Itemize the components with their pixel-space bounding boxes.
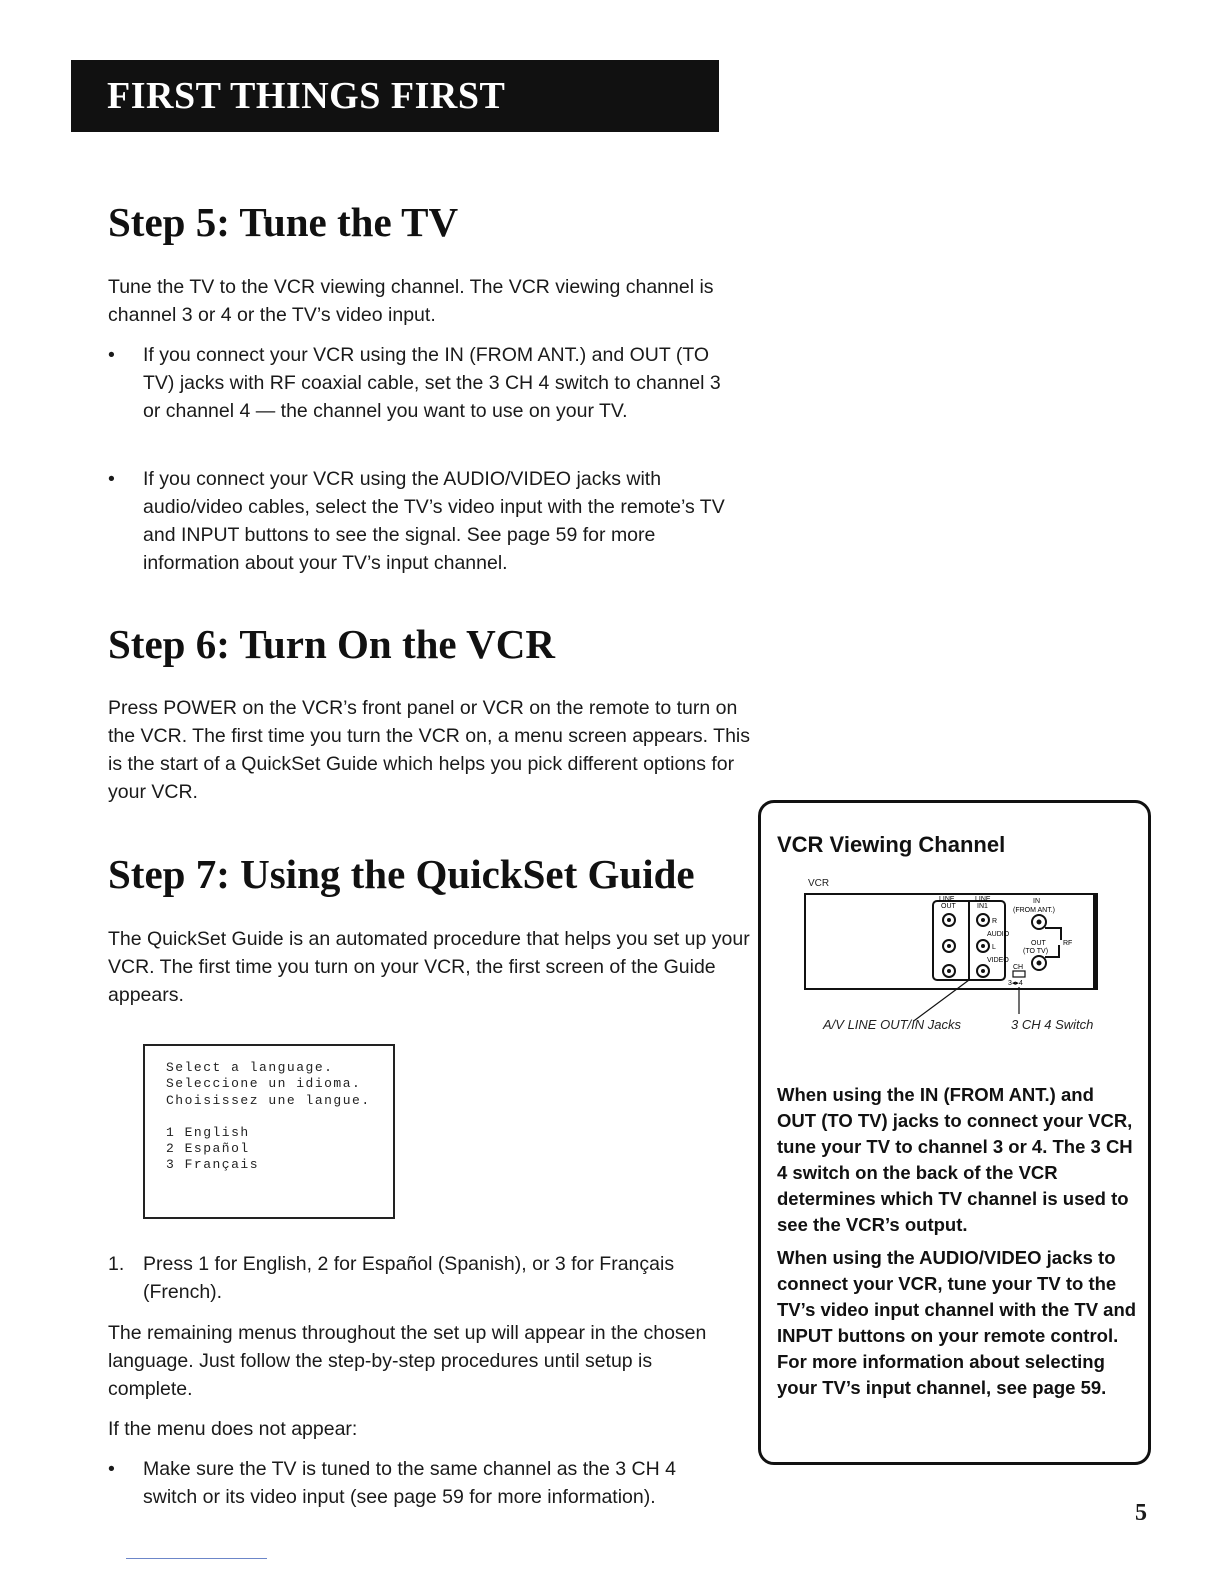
section-header-bar (71, 60, 719, 132)
line-out-label-2: OUT (941, 903, 956, 910)
step7-remaining: The remaining menus throughout the set up will appear in the chosen language. Just follow the step-by-step procedures until setup is complete. (108, 1322, 707, 1400)
step7-numbered-item (108, 1250, 753, 1306)
out-label: OUT (1031, 940, 1046, 947)
sidebar-para-av: When using the AUDIO/VIDEO jacks to connect your VCR, tune your TV to the TV’s video input channel with the TV and INPUT buttons on your remote control. For more information about selecting your TV’s input channel, see page 59. (777, 1247, 1137, 1398)
vcr-back-panel-diagram (801, 891, 1101, 1021)
to-tv-label: (TO TV) (1023, 948, 1049, 955)
menu-option-espanol: 2 Español (166, 1141, 250, 1157)
bullet-mark: • (108, 1458, 115, 1480)
from-ant-label: (FROM ANT.) (1013, 907, 1055, 914)
step5-bullet-2 (108, 465, 753, 577)
sidebar-title: VCR Viewing Channel (777, 832, 1006, 857)
vcr-label: VCR (808, 878, 830, 889)
step7-if-not: If the menu does not appear: (108, 1418, 358, 1440)
step6-heading: Step 6: Turn On the VCR (108, 621, 555, 667)
switch-position-label: 3◂▸4 (1008, 980, 1023, 987)
ch-label: CH (1013, 964, 1024, 971)
caption-ch-switch: 3 CH 4 Switch (1011, 1017, 1094, 1032)
bullet-mark: • (108, 468, 115, 490)
page-number: 5 (1135, 1500, 1147, 1526)
step5-bullet-1 (108, 341, 753, 425)
vcr-viewing-channel-sidebar (758, 800, 1151, 1465)
line-in-label-2: IN1 (977, 903, 988, 910)
step7-intro: The QuickSet Guide is an automated procedure that helps you set up your VCR. The first time you turn on your VCR, the first screen of the Guide appears. (108, 928, 750, 1006)
line-out-label-1: LINE (939, 896, 955, 903)
numbered-text: Press 1 for English, 2 for Español (Spanish), or 3 for Français (French). (143, 1253, 675, 1303)
number-mark: 1. (108, 1253, 125, 1275)
bullet-text: Make sure the TV is tuned to the same channel as the 3 CH 4 switch or its video input (see page 59 for more information). (143, 1458, 676, 1508)
l-label: L (992, 944, 996, 951)
video-label: VIDEO (987, 957, 1009, 964)
caption-av-jacks: A/V LINE OUT/IN Jacks (823, 1017, 961, 1032)
sidebar-para-rf: When using the IN (FROM ANT.) and OUT (TO TV) jacks to connect your VCR, tune your TV to channel 3 or 4. The 3 CH 4 switch on the back of the VCR determines which TV channel is used to see the VCR’s output. (777, 1084, 1133, 1235)
menu-prompt-en: Select a language. (166, 1060, 334, 1075)
step7-heading: Step 7: Using the QuickSet Guide (108, 851, 695, 897)
step6-body: Press POWER on the VCR’s front panel or VCR on the remote to turn on the VCR. The first time you turn the VCR on, a menu screen appears. This is the start of a QuickSet Guide which helps you pick different options for your VCR. (108, 697, 750, 803)
rf-label: RF (1063, 940, 1073, 947)
menu-prompt-es: Seleccione un idioma. (166, 1076, 362, 1092)
menu-option-francais: 3 Français (166, 1157, 260, 1173)
step7-bullet (108, 1455, 753, 1511)
bullet-text: If you connect your VCR using the AUDIO/VIDEO jacks with audio/video cables, select the TV’s video input with the remote’s TV and INPUT buttons to see the signal. See page 59 for more information about your TV’s input channel. (143, 468, 725, 574)
bullet-mark: • (108, 344, 115, 366)
step5-intro: Tune the TV to the VCR viewing channel. The VCR viewing channel is channel 3 or 4 or the TV’s video input. (108, 276, 714, 326)
step5-heading: Step 5: Tune the TV (108, 199, 459, 245)
language-menu-screen (143, 1044, 395, 1219)
bullet-text: If you connect your VCR using the IN (FROM ANT.) and OUT (TO TV) jacks with RF coaxial cable, set the 3 CH 4 switch to channel 3 or channel 4 — the channel you want to use on your TV. (143, 344, 721, 422)
audio-label: AUDIO (987, 931, 1010, 938)
section-title: FIRST THINGS FIRST (107, 75, 506, 117)
menu-option-english: 1 English (166, 1124, 250, 1140)
line-in-label-1: LINE (975, 896, 991, 903)
r-label: R (992, 918, 998, 925)
in-label: IN (1033, 898, 1040, 905)
menu-prompt-fr: Choisissez une langue. (166, 1092, 371, 1108)
footer-rule (126, 1558, 267, 1559)
